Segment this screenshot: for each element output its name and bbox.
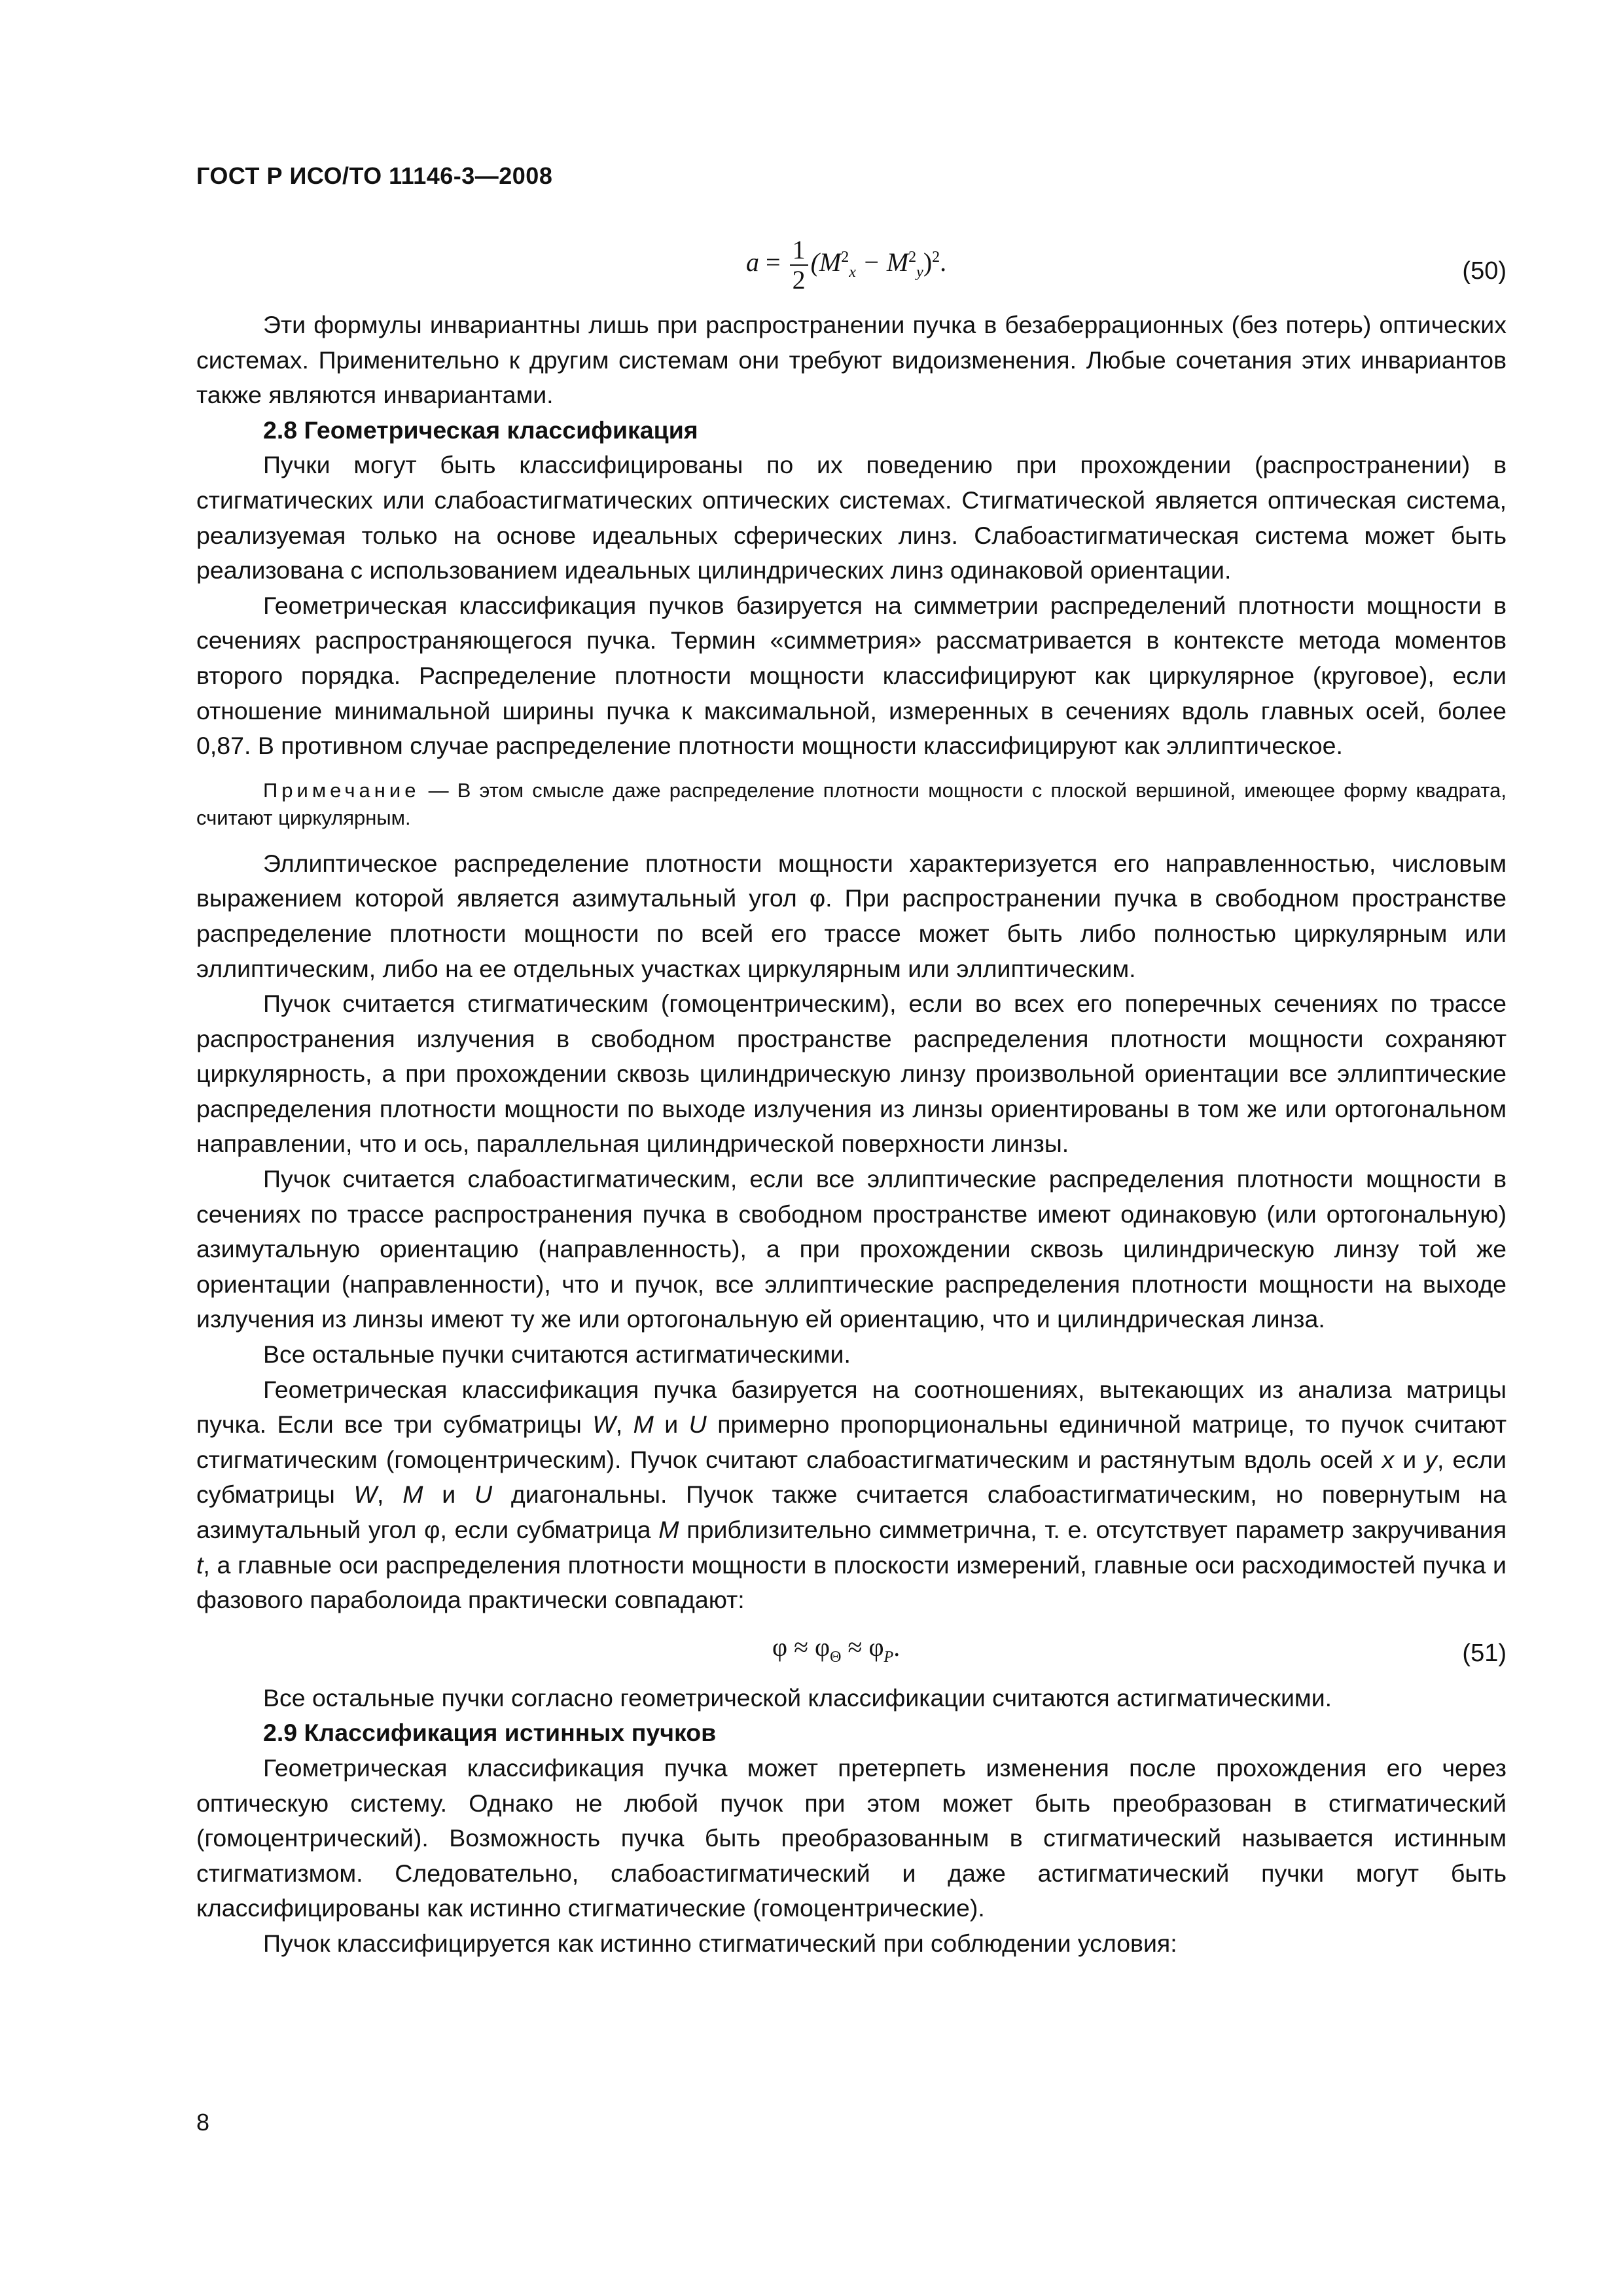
paragraph: Эти формулы инвариантны лишь при распространении пучка в безаберрационных (без потерь) оптических системах. Применительно к другим системам они требуют видоизменения. Любые сочетания этих инвариантов также являются инвариантами. bbox=[196, 311, 1507, 409]
section-heading-2-8: 2.8 Геометрическая классификация bbox=[263, 416, 698, 444]
note-label: Примечание bbox=[263, 778, 420, 802]
equation-number: (51) bbox=[1462, 1639, 1507, 1667]
fraction: $\frac{1}{2}$ bbox=[790, 236, 808, 295]
equation-50-formula: a = $\frac{1}{2}$ $(M^2_x - M^2_y)^2$. bbox=[746, 235, 947, 295]
paragraph: Геометрическая классификация пучка может претерпеть изменения после прохождения его через оптическую систему. Однако не любой пучок при этом может быть преобразован в стигматический (гомоцентрический). Возможность пучка быть преобразованным в стигматический называется истинным стигматизмом. Следовательно, слабоастигматический и даже астигматический пучки могут быть классифицированы как истинно стигматические (гомоцентрические). bbox=[196, 1753, 1507, 1922]
paragraph: Пучки могут быть классифицированы по их поведению при прохождении (распространении) в стигматических или слабоастигматических оптических системах. Стигматической является оптическая система, реализуемая только на основе идеальных сферических линз. Слабоастигматическая система может быть реализована с использованием идеальных цилиндрических линз одинаковой ориентации. bbox=[196, 451, 1507, 584]
equation-51-formula: $\varphi \approx \varphi_\Theta \approx \varphi_P$. bbox=[772, 1632, 901, 1666]
paragraph: Геометрическая классификация пучков базируется на симметрии распределений плотности мощности в сечениях распространяющегося пучка. Термин «симметрия» рассматривается в контексте метода моментов второго порядка. Распределение плотности мощности классифицируют как циркулярное (круговое), если отношение минимальной ширины пучка к максимальной, измеренных в сечениях вдоль главных осей, более 0,87. В противном случае распределение плотности мощности классифицируют как эллиптическое. bbox=[196, 591, 1507, 760]
section-heading-2-9: 2.9 Классификация истинных пучков bbox=[263, 1719, 717, 1747]
paragraph: Все остальные пучки согласно геометрической классификации считаются астигматическими. bbox=[263, 1683, 1332, 1712]
paragraph: Геометрическая классификация пучка базируется на соотношениях, вытекающих из анализа матрицы пучка. Если все три субматрицы W, M и U примерно пропорциональны единичной матрице, то пучок считают стигматическим (гомоцентрическим). Пучок считают слабоастигматическим и растянутым вдоль осей x и y, если субматрицы W, M и U диагональны. Пучок также считается слабоастигматическим, но повернутым на азимутальный угол φ, если субматрица M приблизительно симметрична, т. е. отсутствует параметр закручивания t, а главные оси распределения плотности мощности в плоскости измерений, главные оси расходимостей пучка и фазового параболоида практически совпадают: bbox=[196, 1375, 1507, 1614]
paragraph: Пучок классифицируется как истинно стигматический при соблюдении условия: bbox=[263, 1929, 1177, 1957]
equation-51 bbox=[196, 1630, 1507, 1681]
document-body bbox=[196, 236, 1507, 1962]
document-header: ГОСТ Р ИСО/ТО 11146-3—2008 bbox=[196, 162, 553, 189]
paragraph: Пучок считается слабоастигматическим, если все эллиптические распределения плотности мощности в сечениях по трассе распространения пучка в свободном пространстве имеют одинаковую (или ортогональную) азимутальную ориентацию (направленность), а при прохождении сквозь цилиндрическую линзу той же ориентации (направленности), что и пучок, все эллиптические распределения плотности мощности на выходе излучения из линзы имеют ту же или ортогональную ей ориентацию, что и цилиндрическая линза. bbox=[196, 1165, 1507, 1333]
equation-50 bbox=[196, 236, 1507, 308]
paragraph: Все остальные пучки считаются астигматическими. bbox=[263, 1340, 851, 1369]
note bbox=[196, 777, 1507, 832]
paragraph: Эллиптическое распределение плотности мощности характеризуется его направленностью, числовым выражением которой является азимутальный угол φ. При распространении пучка в свободном пространстве распределение плотности мощности по всей его трассе может быть либо полностью циркулярным или эллиптическим, либо на ее отдельных участках циркулярным или эллиптическим. bbox=[196, 849, 1507, 982]
equation-number: (50) bbox=[1462, 257, 1507, 285]
paragraph: Пучок считается стигматическим (гомоцентрическим), если во всех его поперечных сечениях по трассе распространения излучения в свободном пространстве распределения плотности мощности сохраняют циркулярность, а при прохождении сквозь цилиндрическую линзу произвольной ориентации все эллиптические распределения плотности мощности по выходе излучения из линзы ориентированы в том же или ортогональном направлении, что и ось, параллельная цилиндрической поверхности линзы. bbox=[196, 990, 1507, 1158]
page-number: 8 bbox=[196, 2109, 210, 2136]
note-text: — В этом смысле даже распределение плотности мощности с плоской вершиной, имеющее форму квадрата, считают циркулярным. bbox=[196, 778, 1507, 829]
